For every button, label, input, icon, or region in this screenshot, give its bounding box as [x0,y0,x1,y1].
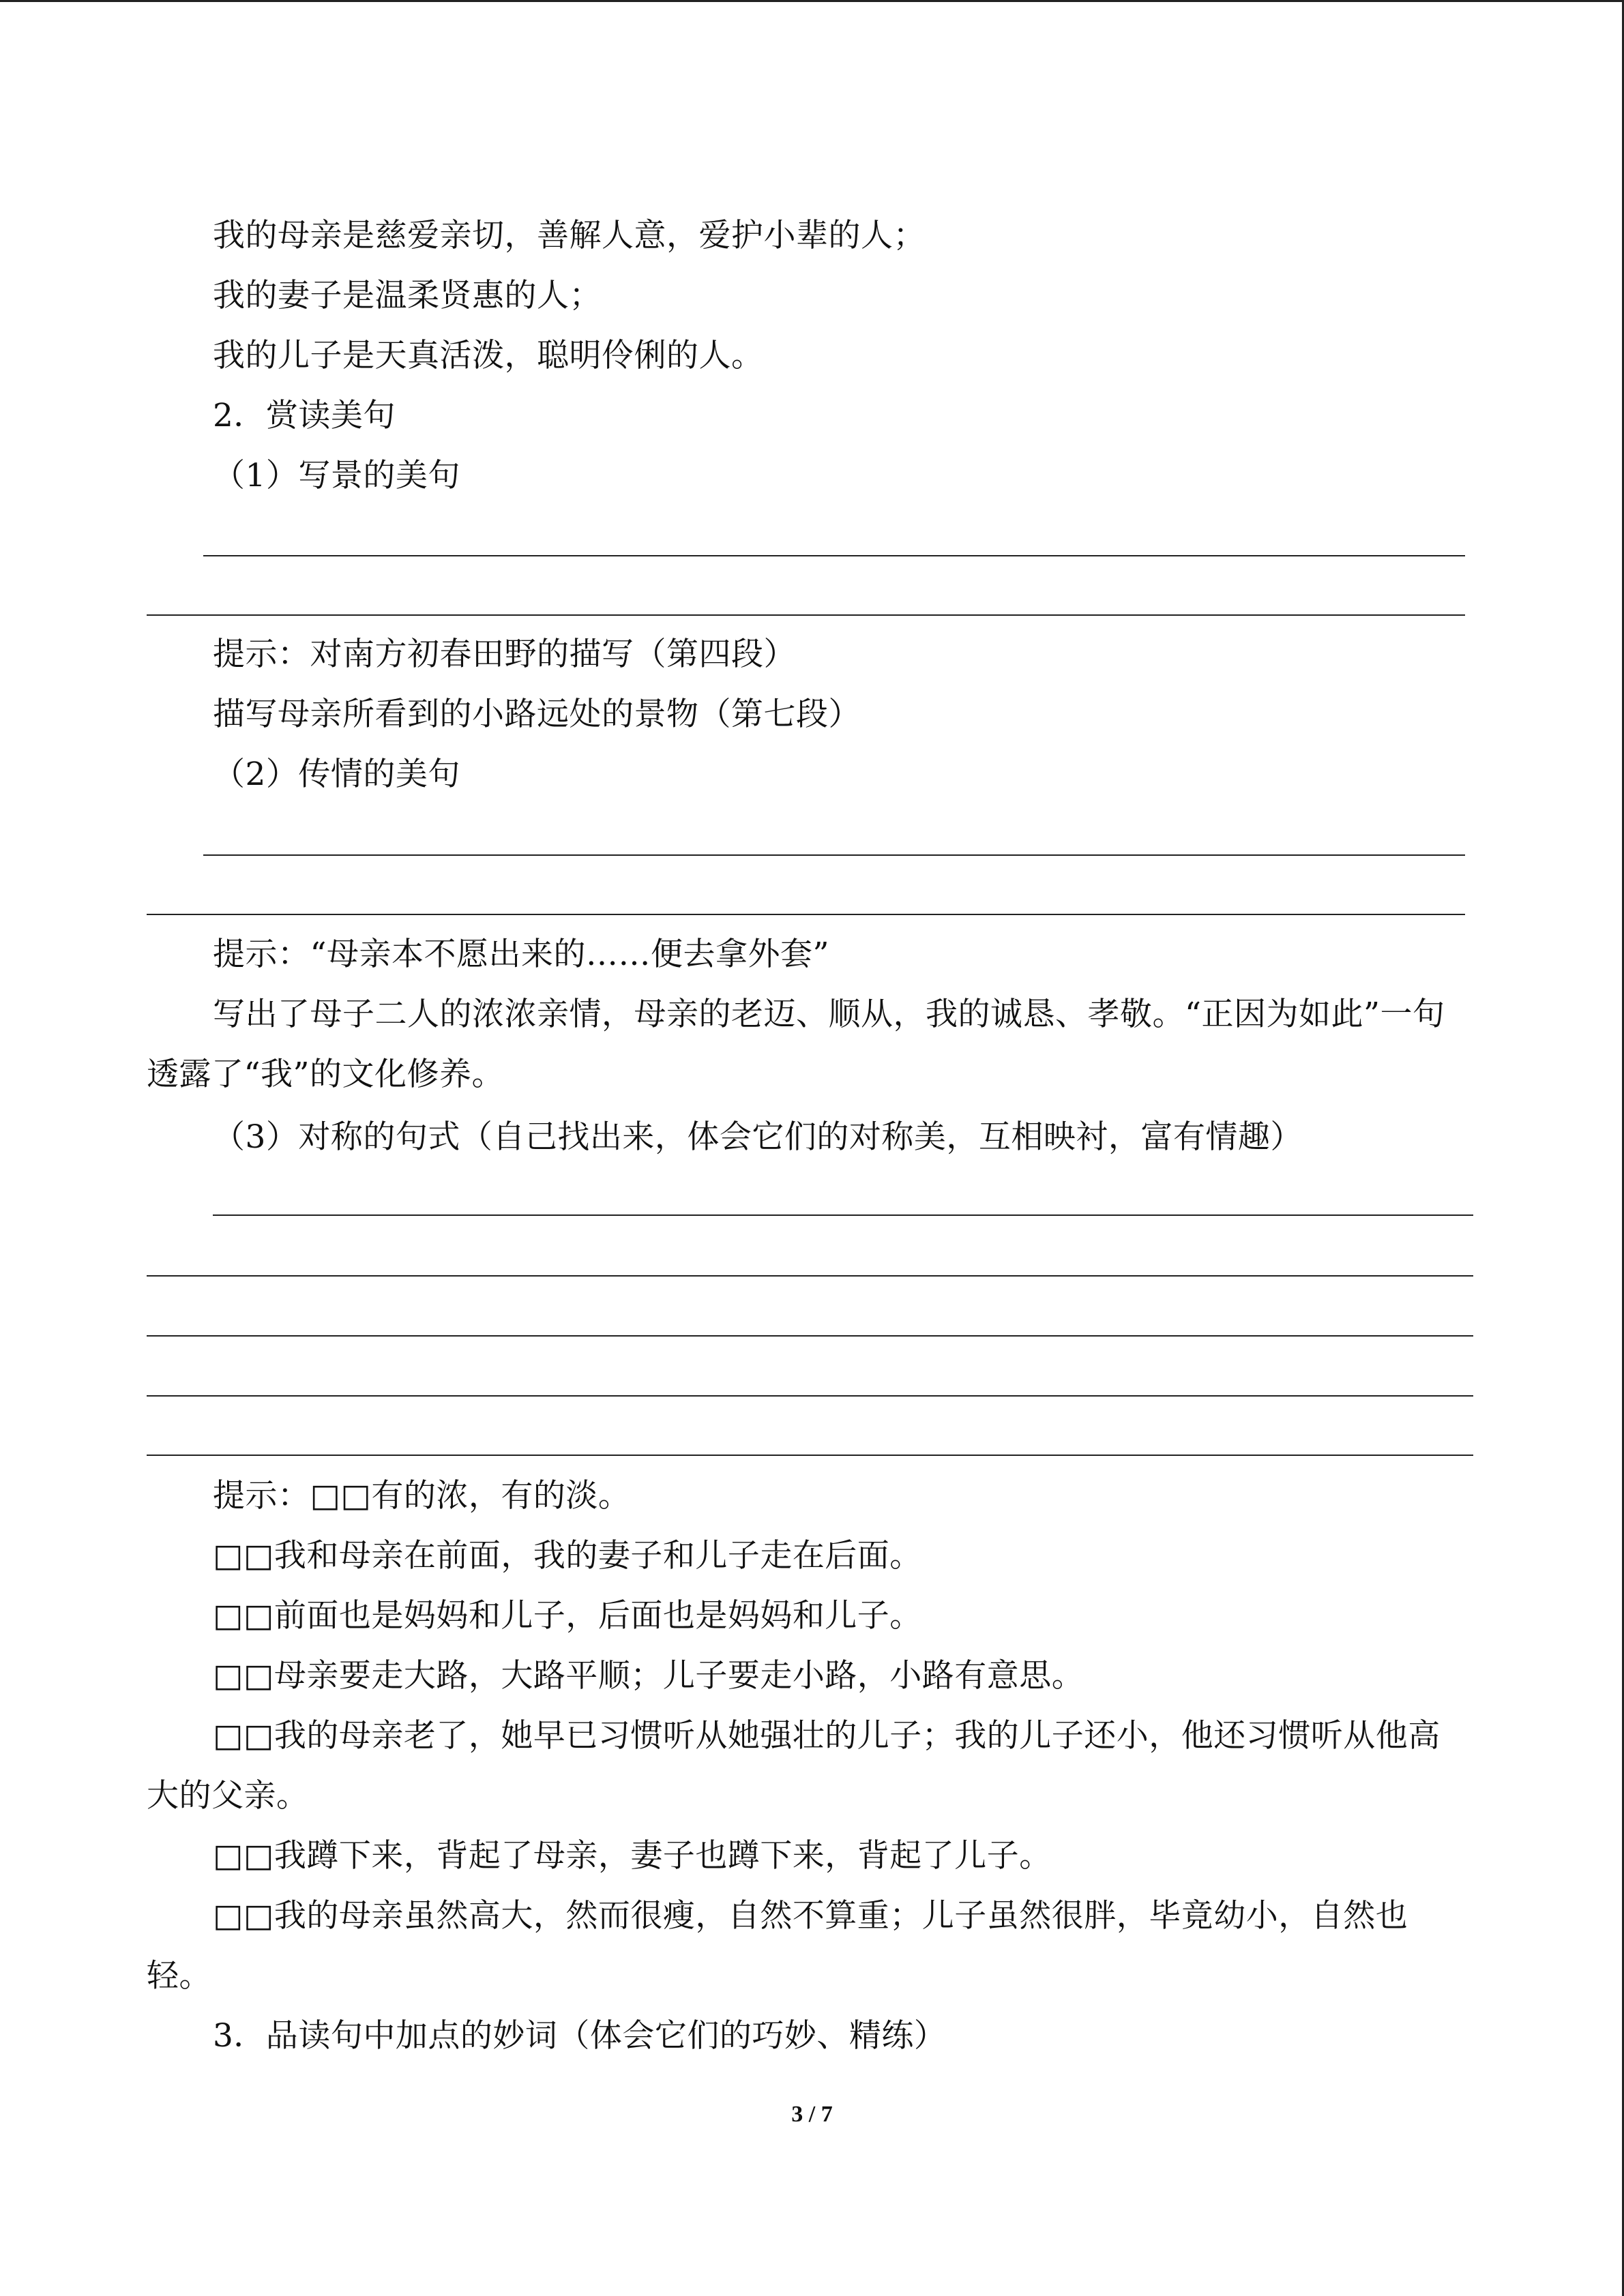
subsection-heading: （2）传情的美句 [213,756,460,793]
text-line: □□我和母亲在前面，我的妻子和儿子走在后面。 [213,1537,922,1575]
subsection-heading: （1）写景的美句 [213,457,460,494]
section-heading: 2．赏读美句 [213,397,396,434]
subsection-heading: （3）对称的句式（自己找出来，体会它们的对称美，互相映衬，富有情趣） [213,1118,1303,1156]
text-line: □□我的母亲老了，她早已习惯听从她强壮的儿子；我的儿子还小，他还习惯听从他高 [213,1717,1441,1755]
hint-line: 提示：“母亲本不愿出来的……便去拿外套” [213,936,830,973]
text-line: 我的妻子是温柔贤惠的人； [213,277,602,314]
answer-line [147,1335,1473,1337]
text-line: 我的母亲是慈爱亲切，善解人意，爱护小辈的人； [213,217,926,254]
text-line: □□我的母亲虽然高大，然而很瘦，自然不算重；儿子虽然很胖，毕竟幼小，自然也 [213,1897,1408,1935]
answer-line [203,854,1465,856]
section-heading: 3．品读句中加点的妙词（体会它们的巧妙、精练） [213,2017,947,2055]
text-line: 写出了母子二人的浓浓亲情，母亲的老迈、顺从，我的诚恳、孝敬。“正因为如此”一句 [213,996,1445,1033]
answer-line [203,555,1465,556]
text-line: □□前面也是妈妈和儿子，后面也是妈妈和儿子。 [213,1597,922,1635]
text-line: 描写母亲所看到的小路远处的景物（第七段） [213,696,861,733]
text-line: 我的儿子是天真活泼，聪明伶俐的人。 [213,337,764,374]
answer-line [147,614,1465,616]
answer-line [147,1395,1473,1397]
hint-line: 提示：□□有的浓，有的淡。 [213,1477,631,1515]
text-line: □□母亲要走大路，大路平顺；儿子要走小路，小路有意思。 [213,1657,1084,1695]
text-line: 轻。 [147,1957,211,1995]
answer-line [147,1275,1473,1277]
text-line: □□我蹲下来，背起了母亲，妻子也蹲下来，背起了儿子。 [213,1837,1052,1875]
text-line: 透露了“我”的文化修养。 [147,1056,505,1093]
top-border [0,0,1624,2]
answer-line [147,1455,1473,1456]
text-line: 大的父亲。 [147,1777,309,1815]
page-number: 3 / 7 [791,2102,833,2127]
hint-line: 提示：对南方初春田野的描写（第四段） [213,636,796,673]
answer-line [147,914,1465,915]
answer-line [213,1214,1473,1216]
